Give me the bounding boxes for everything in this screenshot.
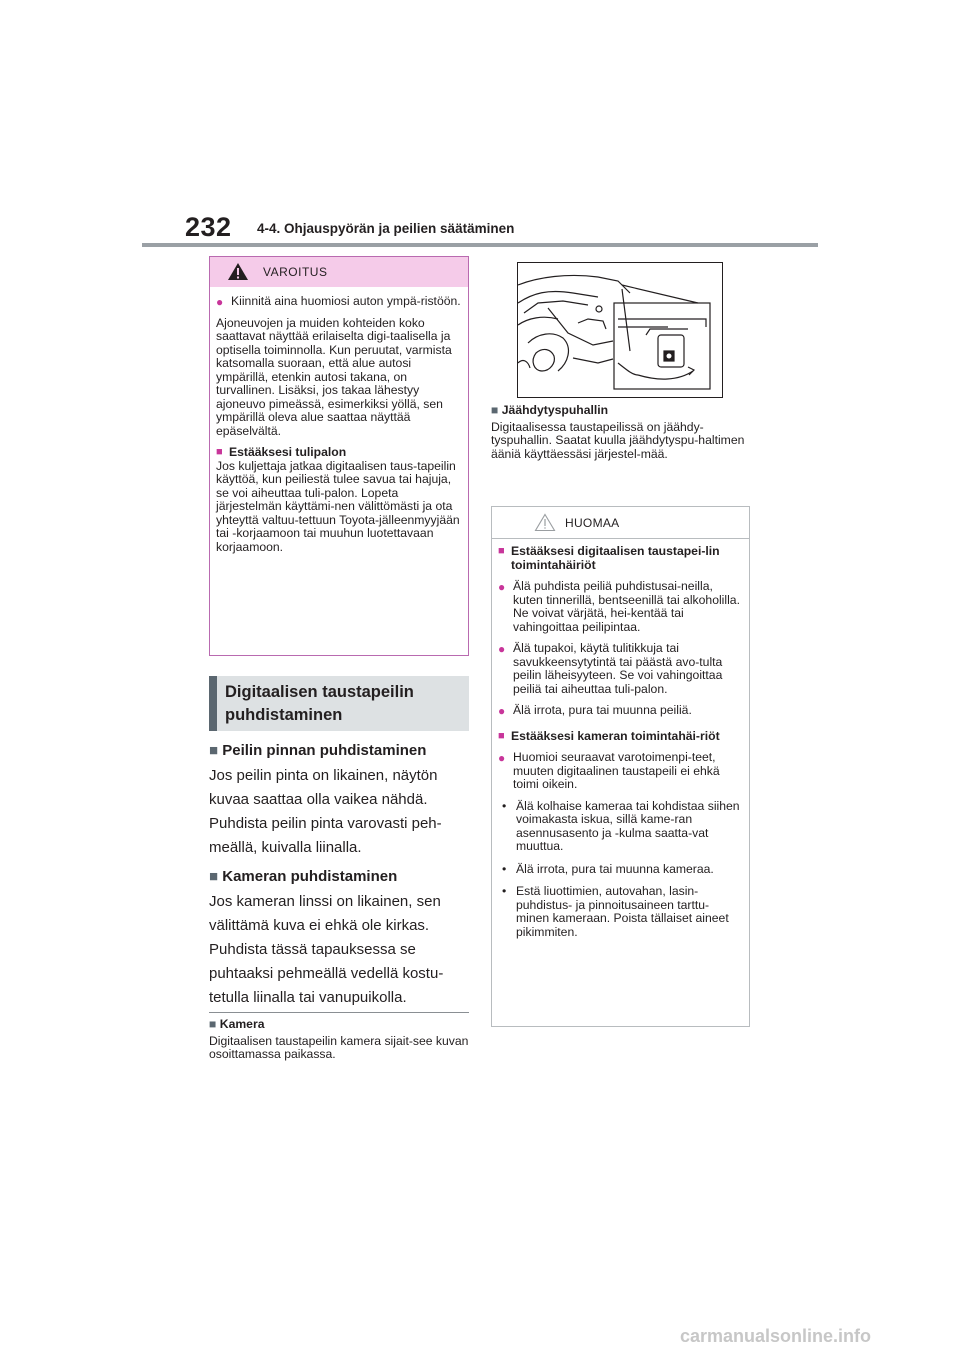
section-banner bbox=[209, 676, 469, 731]
warning-bullet: ● Kiinnitä aina huomiosi auton ympä-ristöön. bbox=[216, 294, 461, 309]
warning-paragraph: Ajoneuvojen ja muiden kohteiden koko saattavat näyttää erilaiselta digi-taalisella ja optisella toiminnolla. Kun peruutat, varmista katsomalla suoraan, että alue autosi ympärillä, etenkin autosi takana, on turvallinen. Lisäksi, jos takaa lähestyy ajoneuvo pimeässä, esimerkiksi yöllä, sen ympärillä oleva alue saattaa näyttää epäselvältä. bbox=[216, 315, 452, 438]
notice-bullet: ● Älä irrota, pura tai muunna peiliä. bbox=[498, 703, 692, 718]
square-icon: ■ bbox=[209, 742, 219, 759]
mirror-cleaning-heading: ■ Peilin pinnan puhdistaminen bbox=[209, 742, 427, 759]
camera-note-text: Digitaalisen taustapeilin kamera sijait-see kuvan osoittamassa paikassa. bbox=[209, 1033, 469, 1061]
notice-subhead-mirror: ■ Estääksesi digitaalisen taustapei-lin toimintahäiriöt bbox=[498, 544, 720, 572]
fan-section bbox=[491, 404, 753, 461]
square-icon: ■ bbox=[216, 446, 223, 458]
camera-note-heading: ■ Kamera bbox=[209, 1017, 265, 1031]
square-icon: ■ bbox=[498, 545, 505, 557]
bullet-dot-icon: ● bbox=[498, 642, 506, 656]
notice-header bbox=[492, 507, 749, 539]
fan-text: Digitaalisessa taustapeilissä on jäähdy-tyspuhallin. Saatat kuulla jäähdytyspu-haltimen ääniä käyttäessäsi järjestel-mää. bbox=[491, 419, 745, 461]
section-title: 4-4. Ohjauspyörän ja peilien säätäminen bbox=[257, 221, 515, 236]
header-rule bbox=[142, 243, 818, 247]
bullet-dot-icon: ● bbox=[216, 295, 224, 309]
camera-cleaning-text: Jos kameran linssi on likainen, sen välittämä kuva ei ehkä ole kirkas. Puhdista tässä tapauksessa se puhtaaksi pehmeällä vedellä kostu-tetulla liinalla tai vanupuikolla. bbox=[209, 893, 444, 1006]
square-icon: ■ bbox=[209, 868, 219, 885]
notice-dash-item: • Estä liuottimien, autovahan, lasin-puhdistus- ja pinnoitusaineen tarttu-minen kameraan. Poista tällaiset aineet pikimmiten. bbox=[502, 884, 729, 939]
warning-title: VAROITUS bbox=[263, 265, 328, 279]
warning-box bbox=[209, 256, 469, 656]
notice-body bbox=[498, 545, 742, 948]
page-number: 232 bbox=[185, 212, 232, 242]
camera-note bbox=[209, 1018, 469, 1062]
bullet-dot-icon: ● bbox=[498, 704, 506, 718]
warning-paragraph-fire: Jos kuljettaja jatkaa digitaalisen taus-tapeilin käyttöä, kun peiliestä tulee savua tai hajuja, se voi aiheuttaa tuli-palon. Lopeta järjestelmän käyttämi-nen välittömästi ja ota yhteyttä valtuu-tettuun Toyota-jälleenmyyjään tai -korjaamoon tai muuhun luotettavaan korjaamoon. bbox=[216, 458, 460, 554]
cleaning-section bbox=[209, 742, 471, 1010]
square-icon: ■ bbox=[209, 1017, 217, 1031]
caution-triangle-icon bbox=[534, 513, 556, 532]
square-icon: ■ bbox=[491, 403, 499, 417]
fan-heading: ■ Jäähdytyspuhallin bbox=[491, 403, 609, 417]
bullet-dot-icon: ● bbox=[498, 580, 506, 594]
notice-dash-item: • Älä kolhaise kameraa tai kohdistaa siihen voimakasta iskua, sillä kame-ran asennusasento ja -kulma saatta-vat muuttua. bbox=[502, 798, 740, 853]
square-icon: ■ bbox=[498, 729, 505, 742]
notice-dash-item: • Älä irrota, pura tai muunna kameraa. bbox=[502, 861, 714, 876]
notice-box bbox=[491, 506, 750, 1027]
camera-location-figure bbox=[517, 262, 723, 398]
notice-title: HUOMAA bbox=[565, 516, 620, 530]
mirror-cleaning-text: Jos peilin pinta on likainen, näytön kuvaa saattaa olla vaikea nähdä. Puhdista peilin pinta varovasti peh-meällä, kuivalla liinalla. bbox=[209, 767, 442, 856]
divider bbox=[209, 1012, 469, 1013]
warning-triangle-icon bbox=[227, 262, 249, 281]
camera-cleaning-heading: ■ Kameran puhdistaminen bbox=[209, 868, 398, 885]
notice-bullet: ● Älä puhdista peiliä puhdistusai-neilla, kuten tinnerillä, bentseenillä tai alkoholilla. Ne voivat värjätä, hei-kentää tai vahingoittaa peilipintaa. bbox=[498, 579, 740, 634]
notice-bullet: ● Huomioi seuraavat varotoimenpi-teet, muuten digitaalinen taustapeili ei ehkä toimi oikein. bbox=[498, 750, 720, 791]
bullet-dot-icon: ● bbox=[498, 751, 506, 765]
notice-bullet: ● Älä tupakoi, käytä tulitikkuja tai savukkeensytytintä tai päästä avo-tulta peilin läheisyyteen. Se voi vahingoittaa peiliä tai aiheuttaa tuli-palon. bbox=[498, 641, 723, 696]
warning-header bbox=[210, 257, 468, 287]
banner-title: Digitaalisen taustapeilin puhdistaminen bbox=[225, 683, 414, 724]
warning-body bbox=[216, 295, 462, 554]
notice-subhead-camera: ■ Estääksesi kameran toimintahäi-riöt bbox=[498, 728, 720, 743]
warning-subhead: ■ Estääksesi tulipalon bbox=[216, 445, 347, 459]
car-rear-illustration bbox=[518, 263, 722, 397]
watermark: carmanualsonline.info bbox=[680, 1326, 872, 1346]
